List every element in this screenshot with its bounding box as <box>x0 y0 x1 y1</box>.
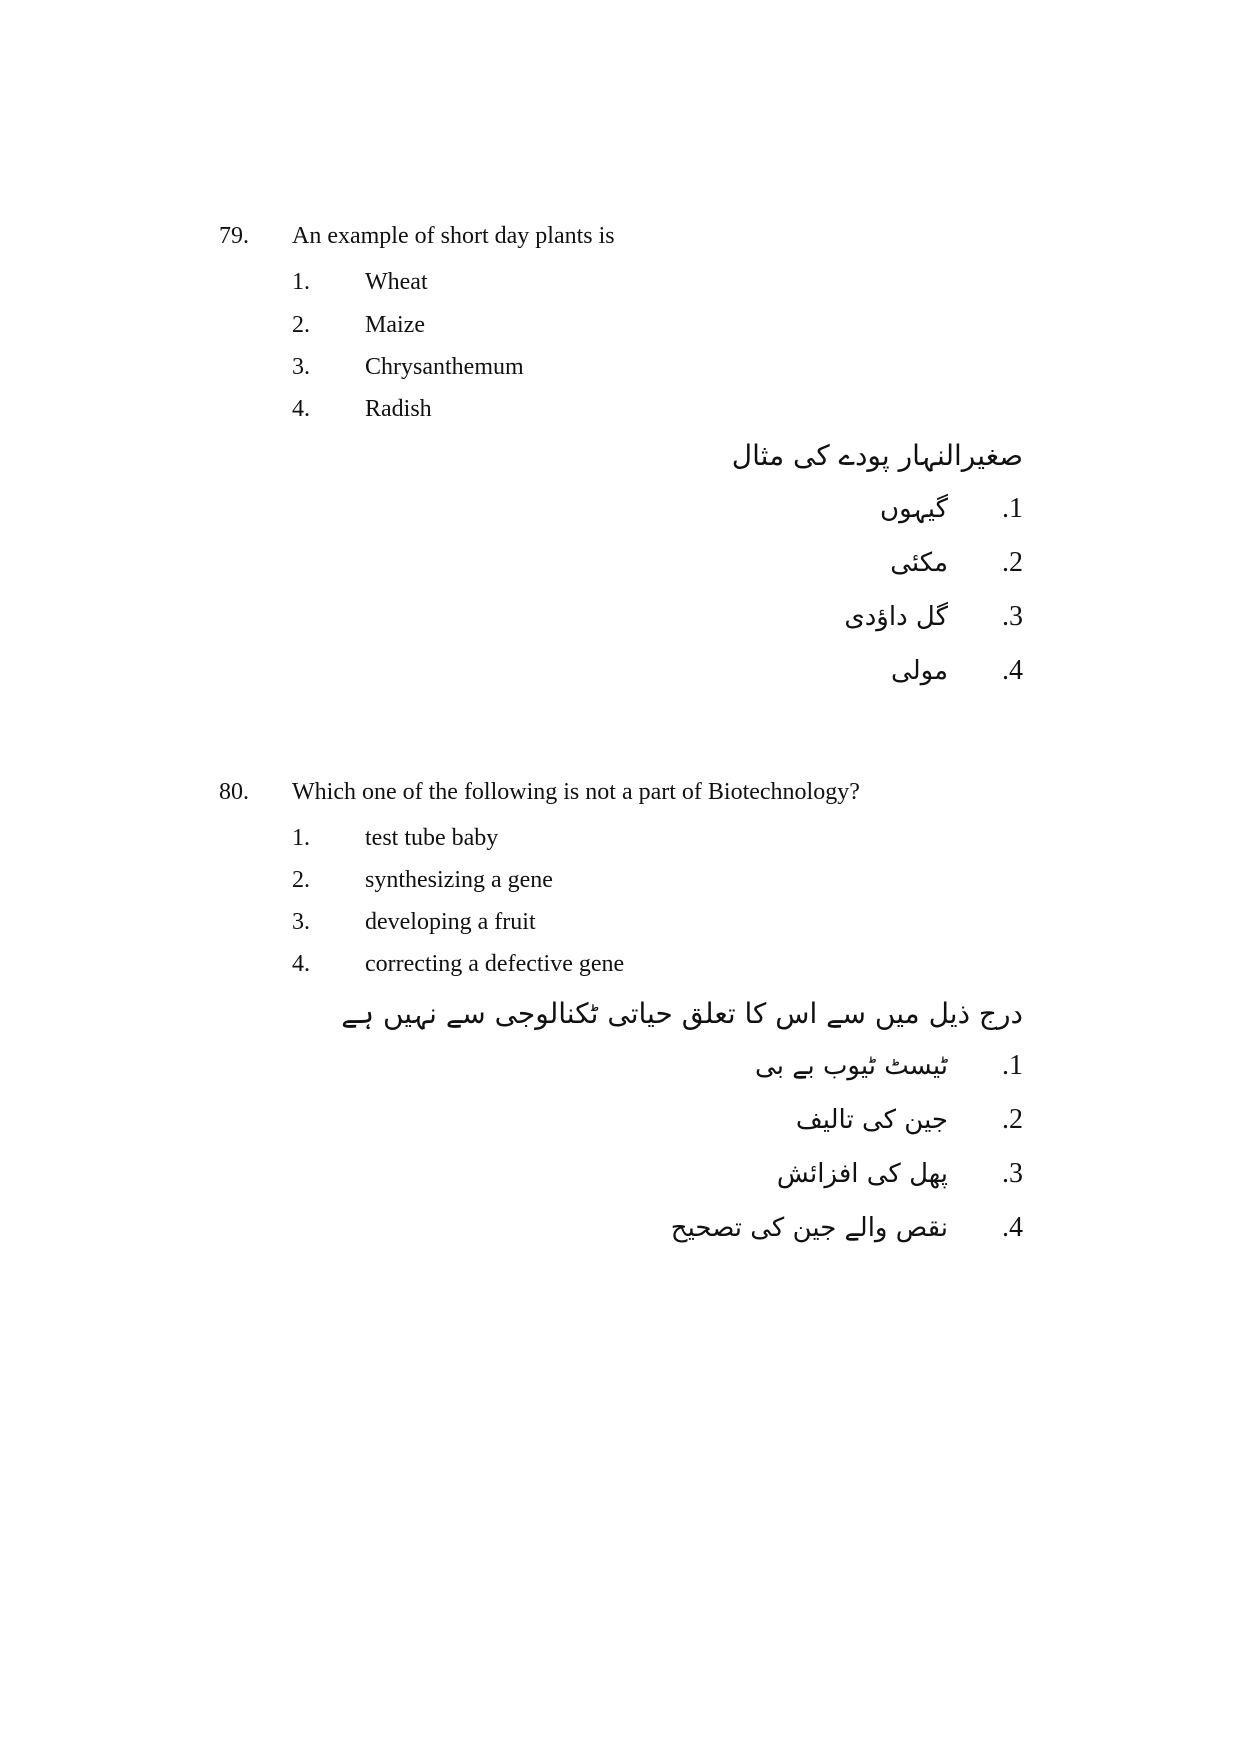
option-number: 2. <box>292 867 310 893</box>
urdu-option-4 <box>670 1208 1023 1248</box>
urdu-option-number: .4 <box>1002 655 1023 686</box>
urdu-option-3 <box>723 597 1023 637</box>
option-text: developing a fruit <box>365 909 536 935</box>
urdu-option-number: .4 <box>1002 1212 1023 1243</box>
option-1 <box>292 822 498 854</box>
option-number: 2. <box>292 312 310 338</box>
question-number: 80. <box>219 779 249 805</box>
option-text: correcting a defective gene <box>365 951 625 977</box>
option-text: Chrysanthemum <box>365 354 524 380</box>
option-3 <box>292 906 536 938</box>
urdu-question-stem: درج ذیل میں سے اس کا تعلق حیاتی ٹکنالوجی سے نہیں ہے <box>341 997 1023 1030</box>
question-number: 79. <box>219 223 249 249</box>
option-1 <box>292 266 428 298</box>
option-number: 3. <box>292 354 310 380</box>
urdu-option-text: مولی <box>891 656 948 686</box>
option-2 <box>292 309 425 341</box>
option-text: test tube baby <box>365 825 499 851</box>
urdu-option-number: .1 <box>1002 1050 1023 1081</box>
urdu-option-text: گیہوں <box>880 494 948 524</box>
urdu-option-number: .2 <box>1002 1104 1023 1135</box>
option-number: 4. <box>292 396 310 422</box>
urdu-option-text: جین کی تالیف <box>795 1105 948 1135</box>
option-number: 3. <box>292 909 310 935</box>
urdu-option-2 <box>723 543 1023 583</box>
option-text: Radish <box>365 396 432 422</box>
urdu-option-1 <box>723 1046 1023 1086</box>
urdu-question-stem: صغیرالنہار پودے کی مثال <box>731 439 1023 472</box>
option-2 <box>292 864 553 896</box>
urdu-option-number: .1 <box>1002 493 1023 524</box>
option-number: 1. <box>292 825 310 851</box>
urdu-option-text: مکئی <box>890 548 948 578</box>
option-text: synthesizing a gene <box>365 867 553 893</box>
question-stem: An example of short day plants is <box>292 223 615 249</box>
urdu-option-number: .3 <box>1002 601 1023 632</box>
urdu-option-number: .3 <box>1002 1158 1023 1189</box>
urdu-option-text: گل داؤدی <box>844 602 948 632</box>
urdu-option-text: پھل کی افزائش <box>776 1159 948 1189</box>
urdu-option-number: .2 <box>1002 547 1023 578</box>
option-4 <box>292 393 432 425</box>
urdu-option-4 <box>723 651 1023 691</box>
urdu-option-1 <box>723 489 1023 529</box>
option-text: Wheat <box>365 269 428 295</box>
urdu-option-text: ٹیسٹ ٹیوب بے بی <box>755 1051 948 1081</box>
option-number: 4. <box>292 951 310 977</box>
option-number: 1. <box>292 269 310 295</box>
urdu-option-3 <box>723 1154 1023 1194</box>
urdu-option-2 <box>723 1100 1023 1140</box>
option-text: Maize <box>365 312 425 338</box>
option-4 <box>292 948 624 980</box>
urdu-option-text: نقص والے جین کی تصحیح <box>670 1213 948 1243</box>
option-3 <box>292 351 524 383</box>
question-stem: Which one of the following is not a part of Biotechnology? <box>292 779 860 805</box>
